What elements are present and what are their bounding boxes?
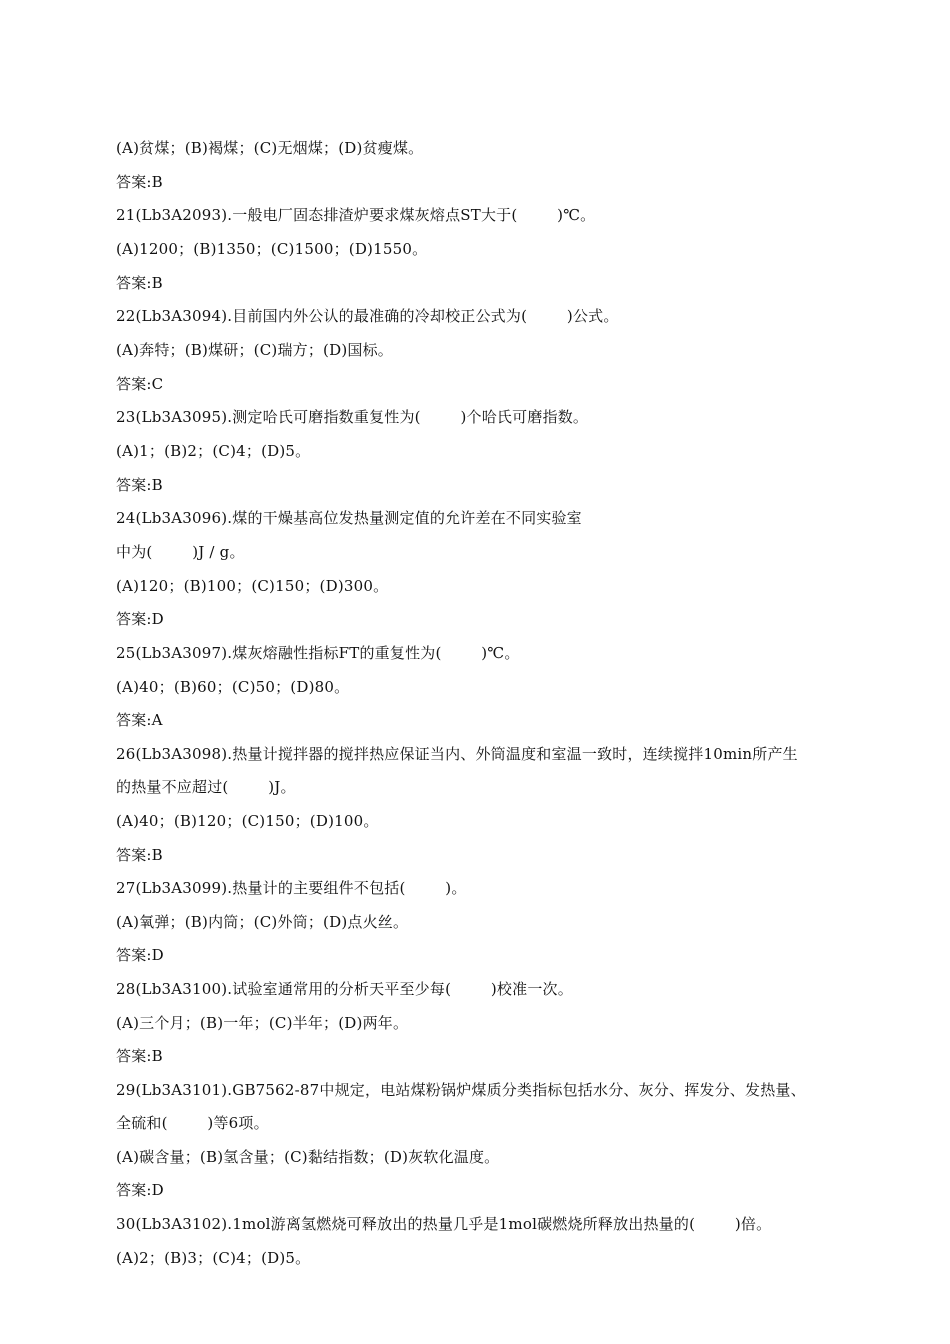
answer-line: 答案:D: [116, 610, 164, 628]
question-line: 25(Lb3A3097).煤灰熔融性指标FT的重复性为( )℃。: [116, 644, 520, 662]
question-line-continued: 中为( )J / g。: [116, 543, 245, 561]
question-line: 23(Lb3A3095).测定哈氏可磨指数重复性为( )个哈氏可磨指数。: [116, 408, 589, 426]
options-line: (A)2；(B)3；(C)4；(D)5。: [116, 1249, 311, 1267]
options-line: (A)40；(B)120；(C)150；(D)100。: [116, 812, 379, 830]
question-line: 28(Lb3A3100).试验室通常用的分析天平至少每( )校准一次。: [116, 980, 573, 998]
options-line: (A)40；(B)60；(C)50；(D)80。: [116, 678, 350, 696]
options-line: (A)120；(B)100；(C)150；(D)300。: [116, 577, 389, 595]
question-line: 24(Lb3A3096).煤的干燥基高位发热量测定值的允许差在不同实验室: [116, 509, 582, 527]
options-line: (A)三个月；(B)一年；(C)半年；(D)两年。: [116, 1014, 409, 1032]
options-line: (A)氧弹；(B)内筒；(C)外筒；(D)点火丝。: [116, 913, 409, 931]
question-line-continued: 全硫和( )等6项。: [116, 1114, 269, 1132]
answer-line: 答案:C: [116, 375, 164, 393]
answer-line: 答案:B: [116, 846, 163, 864]
answer-line: 答案:D: [116, 1181, 164, 1199]
options-line: (A)碳含量；(B)氢含量；(C)黏结指数；(D)灰软化温度。: [116, 1148, 500, 1166]
question-line-continued: 的热量不应超过( )J。: [116, 778, 296, 796]
answer-line: 答案:B: [116, 1047, 163, 1065]
question-line: 27(Lb3A3099).热量计的主要组件不包括( )。: [116, 879, 467, 897]
options-line: (A)贫煤；(B)褐煤；(C)无烟煤；(D)贫瘦煤。: [116, 139, 424, 157]
answer-line: 答案:B: [116, 274, 163, 292]
answer-line: 答案:D: [116, 946, 164, 964]
question-line: 22(Lb3A3094).目前国内外公认的最准确的冷却校正公式为( )公式。: [116, 307, 619, 325]
options-line: (A)1200；(B)1350；(C)1500；(D)1550。: [116, 240, 428, 258]
options-line: (A)奔特；(B)煤研；(C)瑞方；(D)国标。: [116, 341, 393, 359]
answer-line: 答案:B: [116, 476, 163, 494]
question-line: 26(Lb3A3098).热量计搅拌器的搅拌热应保证当内、外筒温度和室温一致时，连续搅拌10min所产生: [116, 745, 798, 763]
question-line: 21(Lb3A2093).一般电厂固态排渣炉要求煤灰熔点ST大于( )℃。: [116, 206, 596, 224]
question-line: 30(Lb3A3102).1mol游离氢燃烧可释放出的热量几乎是1mol碳燃烧所释放出热量的( )倍。: [116, 1215, 772, 1233]
options-line: (A)1；(B)2；(C)4；(D)5。: [116, 442, 311, 460]
answer-line: 答案:A: [116, 711, 163, 729]
answer-line: 答案:B: [116, 173, 163, 191]
question-line: 29(Lb3A3101).GB7562-87中规定，电站煤粉锅炉煤质分类指标包括水分、灰分、挥发分、发热量、: [116, 1081, 806, 1099]
